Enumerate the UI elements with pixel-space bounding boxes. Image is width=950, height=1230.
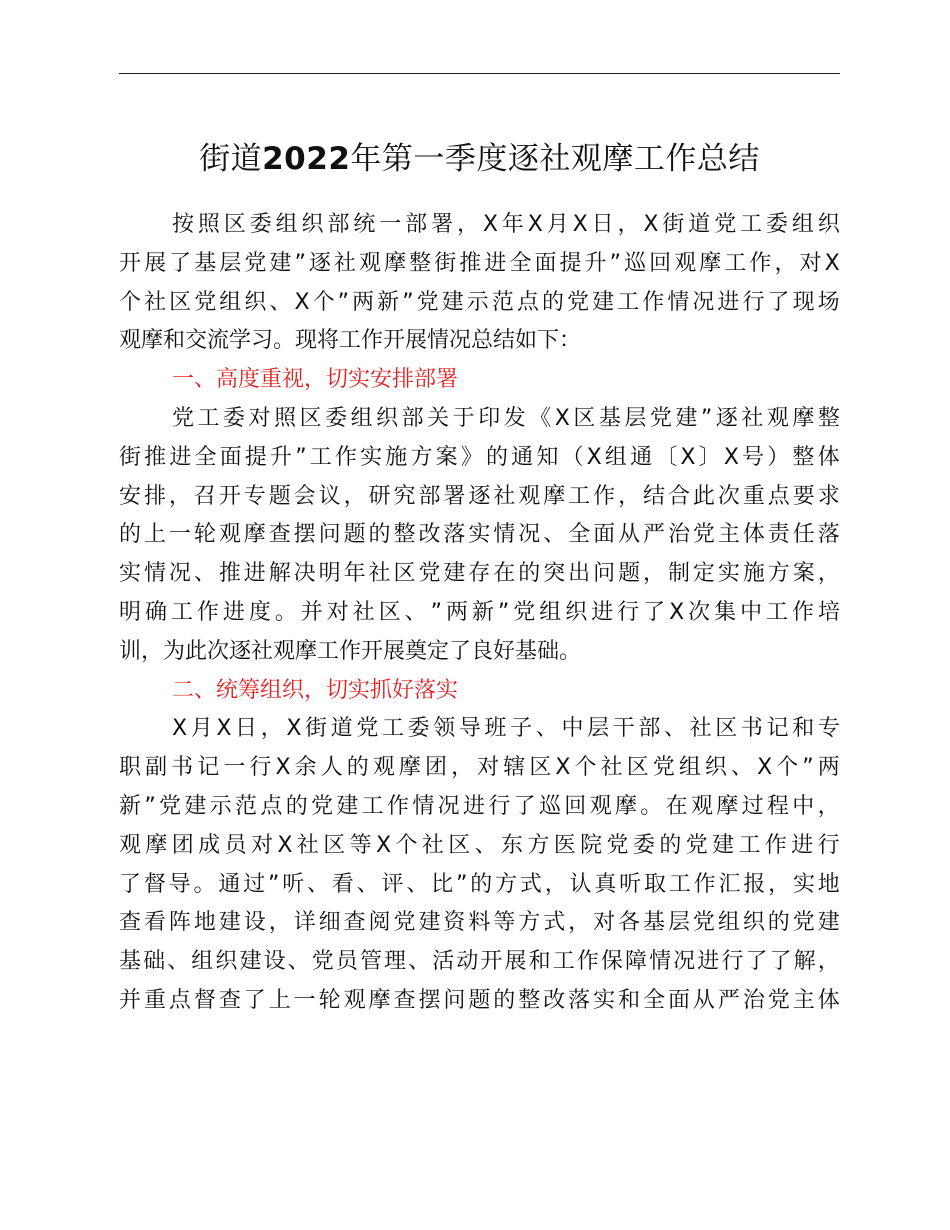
text-line: 街 推 进 全 面 提 升 ” 工 作 实 施 方 案 》 的 通 知 （ X 组 通 〔 X 〕 X 号 ） 整 体 [119,444,840,470]
section-heading: 二、统筹组织，切实抓好落实 [172,677,459,703]
title-year: 2022 [262,141,351,177]
text-line: 职 副 书 记 一 行 X 余 人 的 观 摩 团 ， 对 辖 区 X 个 社 区 党 组 织 、 X 个 ” 两 [119,755,840,781]
text-line: 基 础 、 组 织 建 设 、 党 员 管 理 、 活 动 开 展 和 工 作 保 障 情 况 进 行 了 了 解 ， [119,949,840,975]
document-body [119,206,840,1021]
document-title [119,133,840,185]
text-line: 并 重 点 督 查 了 上 一 轮 观 摩 查 摆 问 题 的 整 改 落 实 和 全 面 从 严 治 党 主 体 [119,987,840,1013]
title-suffix: 年第一季度逐社观摩工作总结 [350,141,760,177]
text-line: 训，为此次逐社观摩工作开展奠定了良好基础。 [119,638,582,664]
text-line: 观摩和交流学习。现将工作开展情况总结如下： [119,328,582,354]
text-line: 开 展 了 基 层 党 建 ” 逐 社 观 摩 整 街 推 进 全 面 提 升 ” 巡 回 观 摩 工 作 ， 对 X [119,250,840,276]
text-line: X 月 X 日 ， X 街 道 党 工 委 领 导 班 子 、 中 层 干 部 、 社 区 书 记 和 专 [172,716,840,742]
text-line: 查 看 阵 地 建 设 ， 详 细 查 阅 党 建 资 料 等 方 式 ， 对 各 基 层 党 组 织 的 党 建 [119,910,840,936]
section-heading: 一、高度重视，切实安排部署 [172,367,459,393]
text-line: 安 排 ， 召 开 专 题 会 议 ， 研 究 部 署 逐 社 观 摩 工 作 ， 结 合 此 次 重 点 要 求 [119,483,840,509]
text-line: 党 工 委 对 照 区 委 组 织 部 关 于 印 发 《 X 区 基 层 党 建 ” 逐 社 观 摩 整 [172,405,840,431]
text-line: 按 照 区 委 组 织 部 统 一 部 署 ， X 年 X 月 X 日 ， X 街 道 党 工 委 组 织 [172,212,840,237]
title-prefix: 街道 [199,141,263,177]
text-line: 了 督 导 。 通 过 ” 听 、 看 、 评 、 比 ” 的 方 式 ， 认 真 听 取 工 作 汇 报 ， 实 地 [119,871,840,897]
text-line: 观 摩 团 成 员 对 X 社 区 等 X 个 社 区 、 东 方 医 院 党 委 的 党 建 工 作 进 行 [119,832,840,858]
text-line: 明 确 工 作 进 度 。 并 对 社 区 、 ” 两 新 ” 党 组 织 进 行 了 X 次 集 中 工 作 培 [119,599,840,625]
text-line: 个 社 区 党 组 织 、 X 个 ” 两 新 ” 党 建 示 范 点 的 党 建 工 作 情 况 进 行 了 现 场 [119,289,840,315]
text-line: 新 ” 党 建 示 范 点 的 党 建 工 作 情 况 进 行 了 巡 回 观 摩 。 在 观 摩 过 程 中 ， [119,793,840,819]
text-line: 的 上 一 轮 观 摩 查 摆 问 题 的 整 改 落 实 情 况 、 全 面 从 严 治 党 主 体 责 任 落 [119,522,840,548]
header-rule [119,73,840,74]
text-line: 实 情 况 、 推 进 解 决 明 年 社 区 党 建 存 在 的 突 出 问 题 ， 制 定 实 施 方 案 ， [119,561,840,587]
